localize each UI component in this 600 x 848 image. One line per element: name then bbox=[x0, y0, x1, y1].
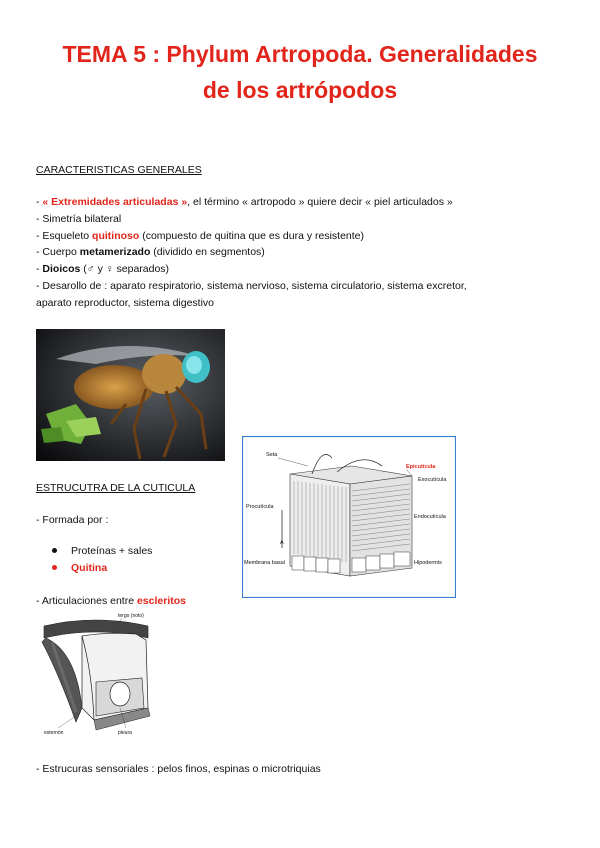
bullet-proteins-text: Proteínas + sales bbox=[71, 545, 153, 557]
trait-dioecious-desc: (♂ y ♀ separados) bbox=[80, 263, 170, 275]
trait-symmetry: - Simetría bilateral bbox=[36, 213, 122, 225]
formed-by: - Formada por : bbox=[36, 514, 109, 526]
trait-systems-line-2: aparato reproductor, sistema digestivo bbox=[36, 297, 215, 309]
label-tergo: tergo (noto) bbox=[118, 613, 144, 619]
section-heading-cuticle: ESTRUCUTRA DE LA CUTICULA bbox=[36, 482, 196, 494]
label-a: A bbox=[280, 540, 284, 546]
section-heading-general: CARACTERISTICAS GENERALES bbox=[36, 164, 202, 176]
trait-dioecious bbox=[36, 263, 169, 275]
articulations bbox=[36, 595, 186, 607]
cuticle-diagram bbox=[242, 436, 456, 598]
label-esternon: esternón bbox=[44, 730, 64, 736]
bullet-chitin-text: Quitina bbox=[71, 562, 108, 574]
label-exocuticula: Exocutícula bbox=[418, 477, 447, 483]
trait-articulated bbox=[36, 196, 453, 208]
trait-articulated-desc: , el término « artropodo » quiere decir « piel articulados » bbox=[187, 196, 453, 208]
trait-systems-line-1: - Desarollo de : aparato respiratorio, sistema nervioso, sistema circulatorio, sistema excretor, bbox=[36, 280, 467, 292]
label-hipodermis: Hipodermis bbox=[414, 560, 442, 566]
label-membrana-basal: Membrana basal bbox=[244, 560, 285, 566]
trait-skeleton-term: quitinoso bbox=[92, 230, 140, 242]
dash: - bbox=[36, 263, 43, 275]
page-title bbox=[0, 36, 600, 108]
trait-skeleton bbox=[36, 230, 364, 242]
sclerite-diagram bbox=[36, 612, 166, 740]
bullet-proteins bbox=[52, 545, 152, 557]
fly-photo bbox=[36, 329, 225, 461]
trait-skeleton-desc: (compuesto de quitina que es dura y resistente) bbox=[139, 230, 365, 242]
bullet-dot bbox=[52, 565, 57, 570]
label-seta: Seta bbox=[266, 452, 278, 458]
trait-body-term: metamerizado bbox=[79, 246, 151, 258]
trait-body bbox=[36, 246, 265, 258]
trait-body-pre: - Cuerpo bbox=[36, 246, 80, 258]
trait-dioecious-term: Dioicos bbox=[42, 263, 81, 275]
bullet-dot bbox=[52, 548, 57, 553]
label-endocuticula: Endocutícula bbox=[414, 514, 446, 520]
title-line-2: de los artrópodos bbox=[202, 77, 398, 103]
trait-articulated-term: « Extremidades articuladas » bbox=[42, 196, 188, 208]
articulations-pre: - Articulaciones entre bbox=[36, 595, 137, 607]
bullet-chitin bbox=[52, 562, 107, 574]
articulations-term: escleritos bbox=[136, 595, 186, 607]
dash: - bbox=[36, 196, 43, 208]
trait-body-desc: (dividido en segmentos) bbox=[150, 246, 265, 258]
label-procuticula: Procutícula bbox=[246, 504, 274, 510]
sensory-structures: - Estrucuras sensoriales : pelos finos, espinas o microtriquias bbox=[36, 763, 321, 775]
label-pleura: pleura bbox=[118, 730, 132, 736]
label-epicuticula: Epicutícula bbox=[406, 464, 436, 470]
title-line-1: TEMA 5 : Phylum Artropoda. Generalidades bbox=[62, 41, 538, 67]
trait-skeleton-pre: - Esqueleto bbox=[36, 230, 93, 242]
